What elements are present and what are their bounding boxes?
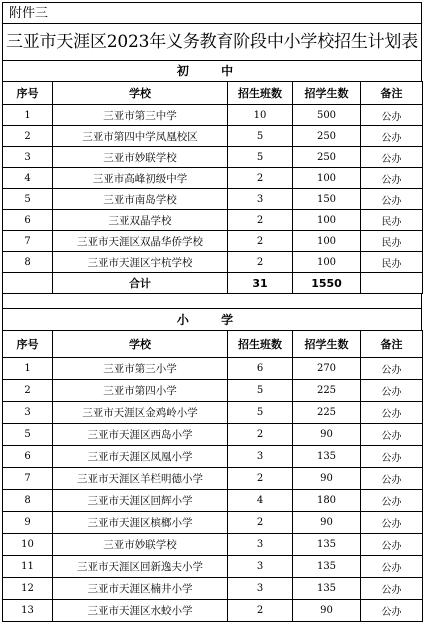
cell-remark: 公办 [361,380,423,402]
section-gap [2,294,422,308]
primary-school-section-title: 小 学 [2,308,422,330]
cell-classes: 2 [228,168,293,189]
table-row [3,600,423,622]
cell-index: 5 [3,189,53,210]
total-label: 合计 [53,273,228,294]
cell-classes: 2 [228,424,293,446]
cell-students: 90 [293,468,361,490]
cell-school: 三亚市天涯区回新逸夫小学 [53,556,228,578]
cell-classes: 5 [228,126,293,147]
attachment-label: 附件三 [2,2,422,24]
total-students: 1550 [293,273,361,294]
cell-remark: 公办 [361,490,423,512]
cell-remark: 公办 [361,147,423,168]
table-row [3,358,423,380]
table-row [3,534,423,556]
cell-remark: 公办 [361,358,423,380]
cell-index: 7 [3,468,53,490]
cell-classes: 6 [228,358,293,380]
cell-students: 270 [293,358,361,380]
cell-classes: 3 [228,446,293,468]
cell-index: 3 [3,147,53,168]
table-row [3,490,423,512]
cell-remark: 公办 [361,556,423,578]
document-title: 三亚市天涯区2023年义务教育阶段中小学校招生计划表 [2,24,422,60]
table-row [3,578,423,600]
cell-remark: 公办 [361,578,423,600]
cell-classes: 3 [228,578,293,600]
middle-school-section-title: 初 中 [2,60,422,81]
cell-students: 135 [293,578,361,600]
cell-students: 250 [293,126,361,147]
cell-index: 1 [3,105,53,126]
cell-index: 5 [3,424,53,446]
header-index: 序号 [3,331,53,358]
table-row [3,168,423,189]
cell-classes: 2 [228,252,293,273]
cell-remark: 公办 [361,105,423,126]
header-classes: 招生班数 [228,82,293,105]
cell-students: 100 [293,252,361,273]
cell-classes: 2 [228,600,293,622]
cell-remark: 公办 [361,468,423,490]
cell-students: 90 [293,600,361,622]
cell-school: 三亚市天涯区羊栏明德小学 [53,468,228,490]
cell-students: 90 [293,512,361,534]
table-row [3,556,423,578]
table-row [3,468,423,490]
total-row [3,273,423,294]
cell-classes: 3 [228,189,293,210]
cell-students: 100 [293,231,361,252]
cell-index: 6 [3,446,53,468]
cell-students: 180 [293,490,361,512]
header-remark: 备注 [361,82,423,105]
cell-school: 三亚市天涯区槟榔小学 [53,512,228,534]
cell-school: 三亚市第四小学 [53,380,228,402]
cell-school: 三亚市天涯区西岛小学 [53,424,228,446]
cell-remark: 公办 [361,168,423,189]
cell-index: 2 [3,380,53,402]
cell-students: 100 [293,210,361,231]
cell-school: 三亚市天涯区宇杭学校 [53,252,228,273]
cell-students: 135 [293,556,361,578]
cell-students: 250 [293,147,361,168]
cell-index: 8 [3,490,53,512]
cell-index: 13 [3,600,53,622]
header-school: 学校 [53,82,228,105]
table-row [3,424,423,446]
table-row [3,446,423,468]
cell-classes: 3 [228,556,293,578]
cell-index [3,273,53,294]
table-row [3,147,423,168]
header-school: 学校 [53,331,228,358]
cell-school: 三亚市天涯区双晶华侨学校 [53,231,228,252]
cell-remark: 民办 [361,210,423,231]
cell-remark: 民办 [361,252,423,273]
cell-index: 11 [3,556,53,578]
table-row [3,189,423,210]
cell-remark: 公办 [361,512,423,534]
table-row [3,402,423,424]
cell-school: 三亚市高峰初级中学 [53,168,228,189]
cell-students: 90 [293,424,361,446]
cell-school: 三亚市第三中学 [53,105,228,126]
cell-index: 6 [3,210,53,231]
cell-students: 135 [293,534,361,556]
cell-classes: 5 [228,147,293,168]
header-students: 招学生数 [293,331,361,358]
primary-school-table [2,330,423,622]
cell-classes: 5 [228,380,293,402]
cell-classes: 2 [228,468,293,490]
cell-index: 10 [3,534,53,556]
cell-remark: 公办 [361,600,423,622]
cell-index: 9 [3,512,53,534]
cell-school: 三亚市天涯区回辉小学 [53,490,228,512]
table-row [3,512,423,534]
cell-students: 225 [293,380,361,402]
cell-index: 3 [3,402,53,424]
cell-index: 8 [3,252,53,273]
cell-school: 三亚市妙联学校 [53,147,228,168]
cell-index: 1 [3,358,53,380]
cell-remark [361,273,423,294]
cell-classes: 5 [228,402,293,424]
cell-students: 225 [293,402,361,424]
cell-school: 三亚市第四中学凤凰校区 [53,126,228,147]
cell-remark: 公办 [361,534,423,556]
cell-remark: 公办 [361,402,423,424]
cell-school: 三亚市天涯区水蛟小学 [53,600,228,622]
cell-students: 100 [293,168,361,189]
cell-school: 三亚双晶学校 [53,210,228,231]
middle-school-table [2,81,423,294]
cell-classes: 2 [228,231,293,252]
table-header-row [3,331,423,358]
cell-classes: 2 [228,512,293,534]
table-row [3,210,423,231]
cell-school: 三亚市妙联学校 [53,534,228,556]
header-students: 招学生数 [293,82,361,105]
cell-school: 三亚市第三小学 [53,358,228,380]
table-header-row [3,82,423,105]
cell-remark: 公办 [361,446,423,468]
cell-students: 150 [293,189,361,210]
cell-index: 2 [3,126,53,147]
table-row [3,252,423,273]
cell-index: 7 [3,231,53,252]
cell-school: 三亚市天涯区金鸡岭小学 [53,402,228,424]
header-index: 序号 [3,82,53,105]
cell-school: 三亚市天涯区凤凰小学 [53,446,228,468]
table-row [3,380,423,402]
cell-remark: 公办 [361,126,423,147]
cell-remark: 民办 [361,231,423,252]
header-classes: 招生班数 [228,331,293,358]
cell-classes: 10 [228,105,293,126]
cell-students: 500 [293,105,361,126]
cell-classes: 2 [228,210,293,231]
enrollment-plan-sheet [2,2,422,622]
cell-students: 135 [293,446,361,468]
cell-index: 4 [3,168,53,189]
cell-remark: 公办 [361,424,423,446]
table-row [3,105,423,126]
cell-classes: 3 [228,534,293,556]
cell-classes: 4 [228,490,293,512]
table-row [3,126,423,147]
cell-school: 三亚市天涯区楠井小学 [53,578,228,600]
cell-index: 12 [3,578,53,600]
header-remark: 备注 [361,331,423,358]
total-classes: 31 [228,273,293,294]
cell-remark: 公办 [361,189,423,210]
table-row [3,231,423,252]
cell-school: 三亚市南岛学校 [53,189,228,210]
